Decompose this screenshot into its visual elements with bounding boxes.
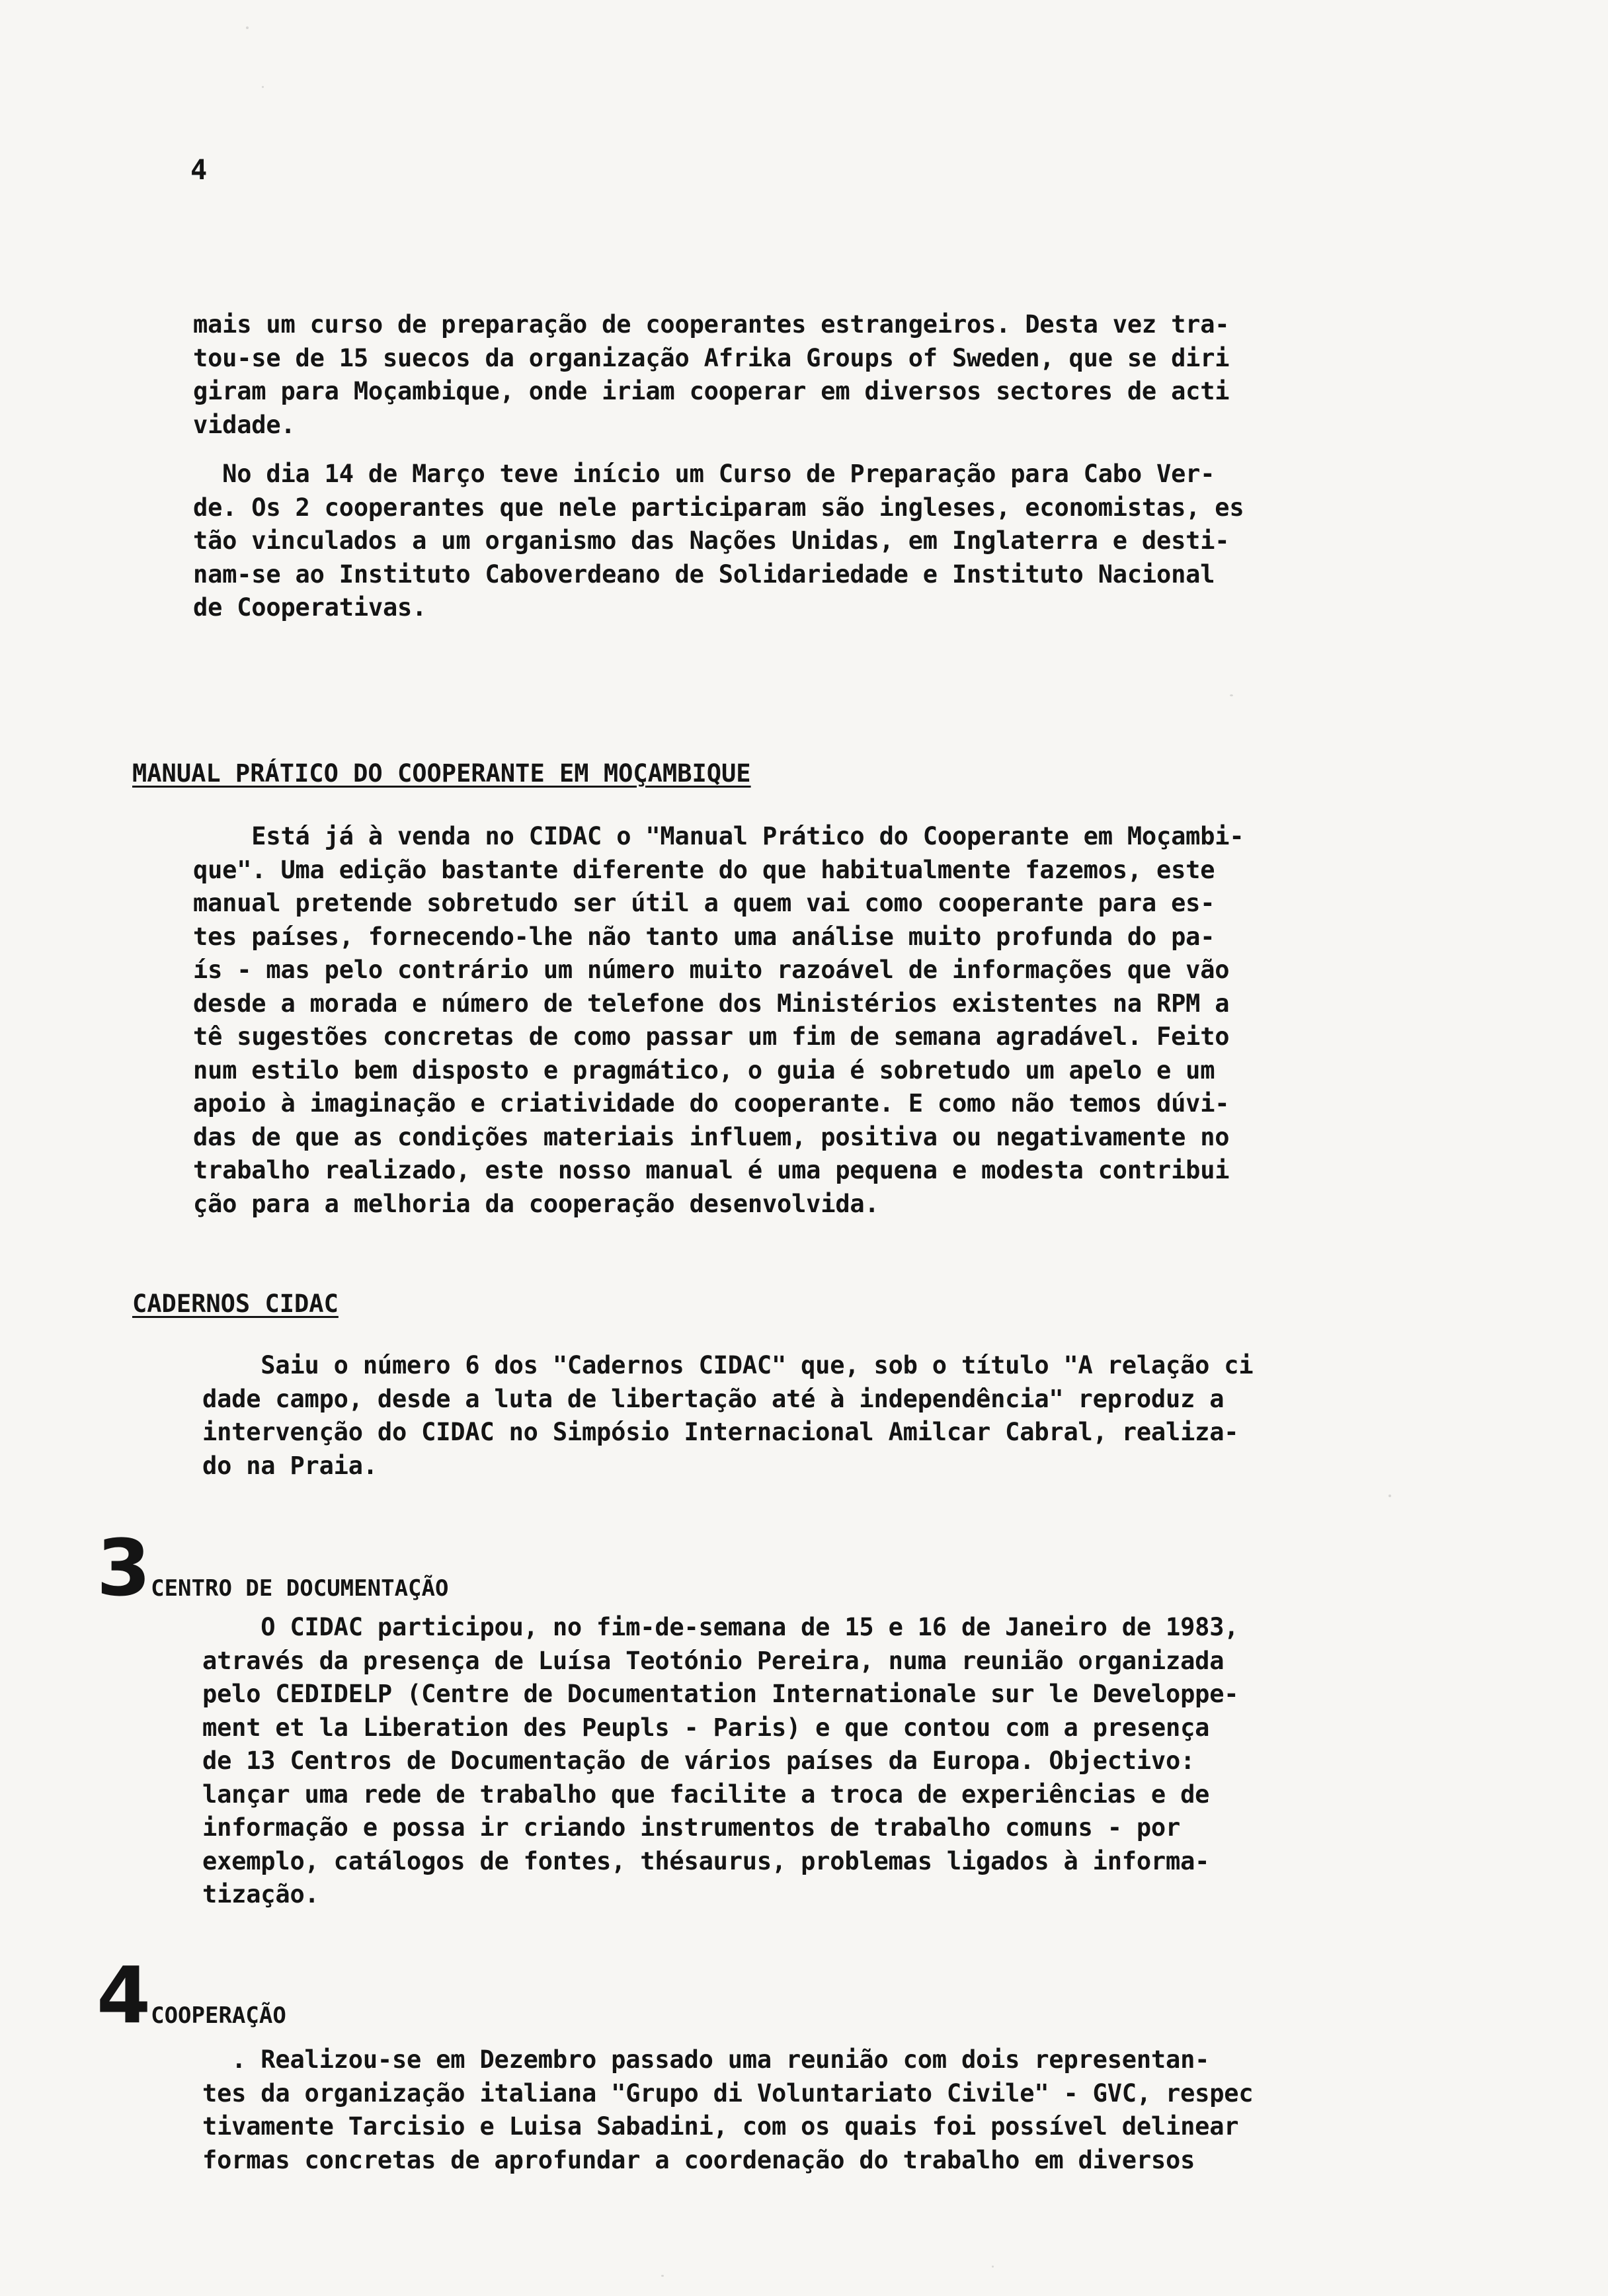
section-4-title: COOPERAÇÃO — [151, 2002, 286, 2029]
scan-speck — [1388, 1495, 1391, 1497]
section-4-heading — [97, 1949, 286, 2041]
section-3-number: 3 — [97, 1522, 149, 1614]
section-3-title: CENTRO DE DOCUMENTAÇÃO — [151, 1575, 449, 1602]
cooperation-paragraph: . Realizou-se em Dezembro passado uma reunião com dois representan- tes da organização italiana "Grupo di Voluntariato Civile" - GVC, respec tivamente Tarcisio e Luisa Sabadini, com os quais foi possível delinear formas concretas de aprofundar a coordenação do trabalho em diversos — [202, 2045, 1254, 2174]
scan-speck — [1230, 694, 1233, 696]
manual-heading: MANUAL PRÁTICO DO COOPERANTE EM MOÇAMBIQUE — [132, 759, 751, 788]
documentation-paragraph: O CIDAC participou, no fim-de-semana de 15 e 16 de Janeiro de 1983, através da presença de Luísa Teotónio Pereira, numa reunião organizada pelo CEDIDELP (Centre de Documentation Internationale sur le Developpe- ment et la Liberation des Peupls - Paris) e que contou com a presença de 13 Centros de Documentação de vários países da Europa. Objectivo: lançar uma rede de trabalho que facilite a troca de experiências e de informação e possa ir criando instrumentos de trabalho comuns - por exemplo, catálogos de fontes, thésaurus, problemas ligados à informa- tização. — [202, 1613, 1239, 1908]
scan-speck — [661, 2275, 664, 2277]
cabo-verde-paragraph: No dia 14 de Março teve início um Curso de Preparação para Cabo Ver- de. Os 2 cooperantes que nele participaram são ingleses, economistas, es tão vinculados a um organismo das Nações Unidas, em Inglaterra e desti- nam-se ao Instituto Caboverdeano de Solidariedade e Instituto Nacional de Cooperativas. — [193, 460, 1244, 622]
intro-paragraph: mais um curso de preparação de cooperantes estrangeiros. Desta vez tra- tou-se de 15 suecos da organização Afrika Groups of Sweden, que se diri giram para Moçambique, onde iriam cooperar em diversos sectores de acti vidade. — [193, 310, 1230, 439]
scan-speck — [992, 2266, 994, 2268]
section-3-heading — [97, 1522, 449, 1614]
section-4-number: 4 — [97, 1949, 149, 2041]
scan-speck — [246, 26, 249, 29]
cadernos-heading: CADERNOS CIDAC — [132, 1290, 339, 1318]
manual-paragraph: Está já à venda no CIDAC o "Manual Prático do Cooperante em Moçambi- que". Uma edição bastante diferente do que habitualmente fazemos, este manual pretende sobretudo ser útil a quem vai como cooperante para es- tes países, fornecendo-lhe não tanto uma análise muito profunda do pa- ís - mas pelo contrário um número muito razoável de informações que vão desde a morada e número de telefone dos Ministérios existentes na RPM a tê sugestões concretas de como passar um fim de semana agradável. Feito num estilo bem disposto e pragmático, o guia é sobretudo um apelo e um apoio à imaginação e criatividade do cooperante. E como não temos dúvi- das de que as condições materiais influem, positiva ou negativamente no trabalho realizado, este nosso manual é uma pequena e modesta contribui ção para a melhoria da cooperação desenvolvida. — [193, 822, 1244, 1218]
page-number: 4 — [190, 153, 208, 186]
scan-speck — [262, 86, 264, 88]
cadernos-paragraph: Saiu o número 6 dos "Cadernos CIDAC" que, sob o título "A relação ci dade campo, desde a luta de libertação até à independência" reproduz a intervenção do CIDAC no Simpósio Internacional Amilcar Cabral, realiza- do na Praia. — [202, 1351, 1254, 1480]
